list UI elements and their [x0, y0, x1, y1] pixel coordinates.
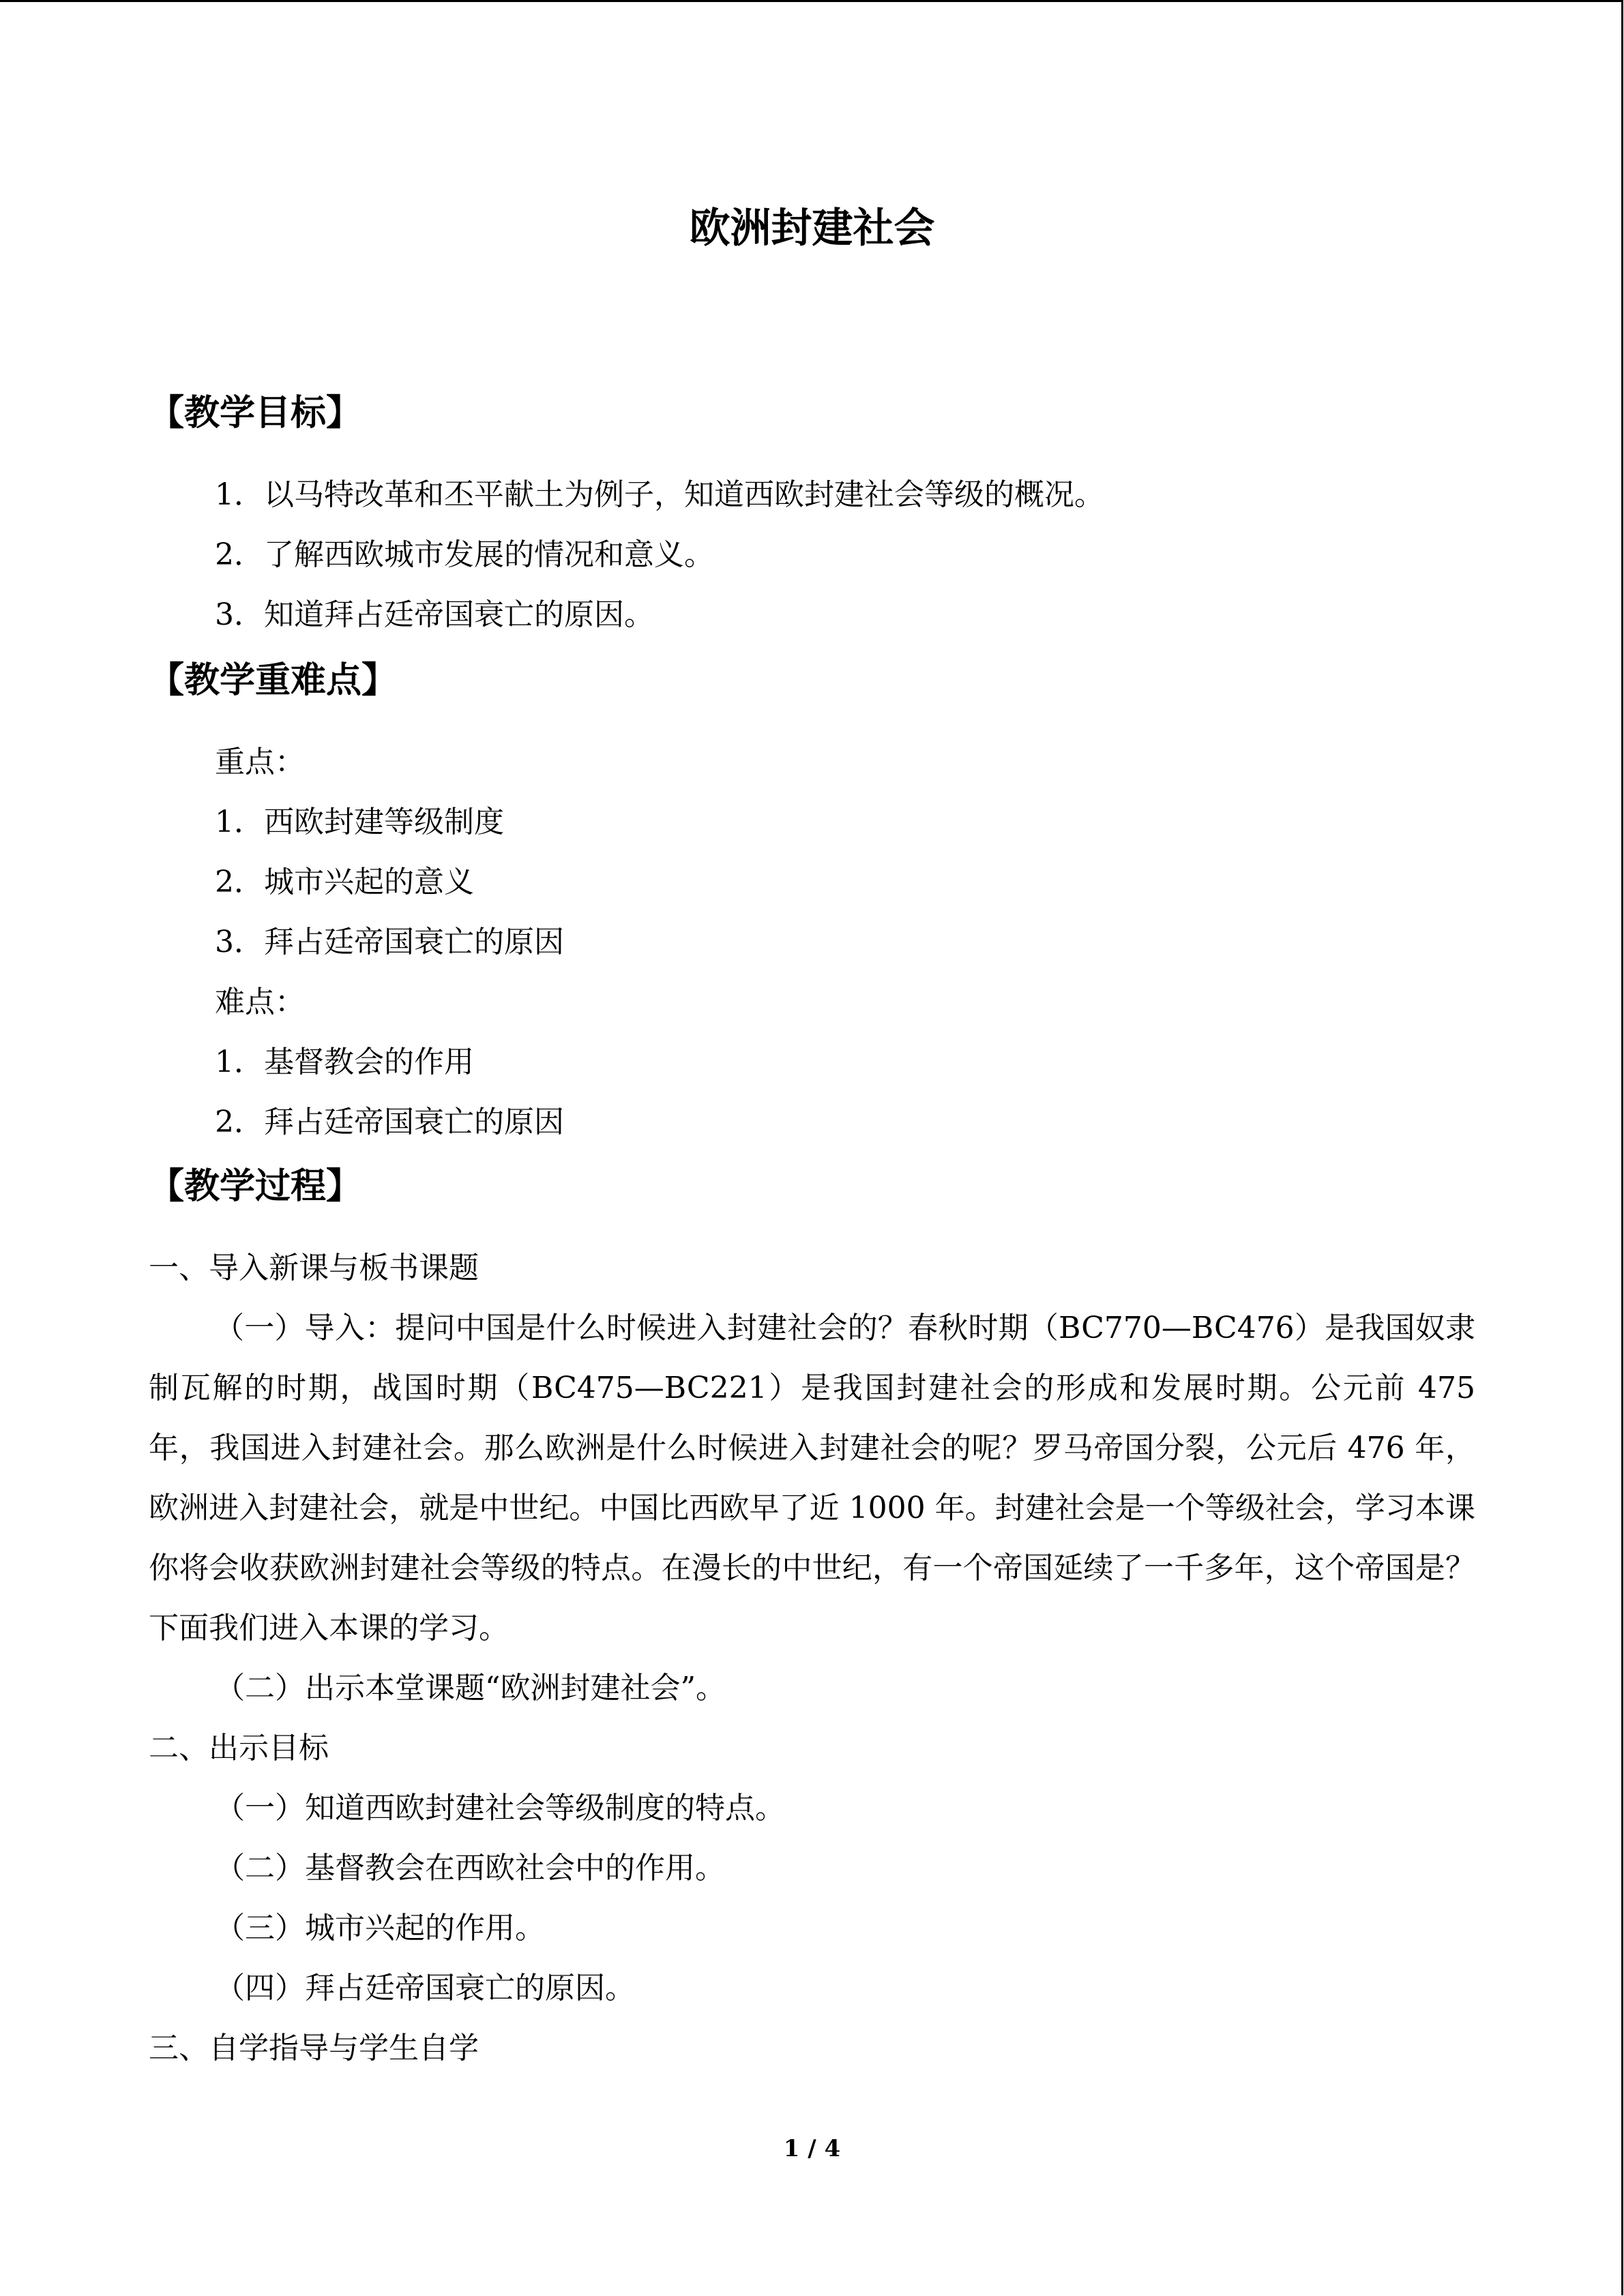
document-title: 欧洲封建社会 — [689, 205, 935, 252]
difficult-item-1: 1．基督教会的作用 — [215, 1045, 474, 1079]
process-part2-title: 二、出示目标 — [149, 1731, 329, 1765]
process-part2-item-4: （四）拜占廷帝国衰亡的原因。 — [215, 1971, 635, 2006]
page-number: 1 / 4 — [783, 2135, 841, 2162]
key-item-1: 1．西欧封建等级制度 — [215, 805, 504, 839]
process-part2-item-2: （二）基督教会在西欧社会中的作用。 — [215, 1851, 725, 1885]
process-part1-topic: （二）出示本堂课题“欧洲封建社会”。 — [215, 1671, 726, 1705]
key-points-heading: 【教学重难点】 — [149, 660, 398, 701]
process-part3-title: 三、自学指导与学生自学 — [149, 2031, 479, 2066]
key-item-2: 2．城市兴起的意义 — [215, 865, 474, 899]
process-part2-item-3: （三）城市兴起的作用。 — [215, 1911, 545, 1945]
process-part2-item-1: （一）知道西欧封建社会等级制度的特点。 — [215, 1791, 785, 1825]
key-label: 重点： — [215, 745, 305, 779]
goal-item-1: 1．以马特改革和丕平献土为例子，知道西欧封建社会等级的概况。 — [215, 477, 1104, 512]
goal-item-2: 2．了解西欧城市发展的情况和意义。 — [215, 537, 714, 572]
difficult-item-2: 2．拜占廷帝国衰亡的原因 — [215, 1105, 564, 1139]
key-item-3: 3．拜占廷帝国衰亡的原因 — [215, 925, 564, 959]
goals-heading: 【教学目标】 — [149, 393, 362, 434]
process-part1-title: 一、导入新课与板书课题 — [149, 1251, 479, 1285]
goal-item-3: 3．知道拜占廷帝国衰亡的原因。 — [215, 597, 654, 632]
process-part1-intro-paragraph: （一）导入：提问中国是什么时候进入封建社会的？春秋时期（BC770—BC476）是我国奴隶制瓦解的时期，战国时期（BC475—BC221）是我国封建社会的形成和发展时期。公元前 475 年，我国进入封建社会。那么欧洲是什么时候进入封建社会的呢？罗马帝国分裂，公元后 476 年，欧洲进入封建社会，就是中世纪。中国比西欧早了近 1000 年。封建社会是一个等级社会，学习本课你将会收获欧洲封建社会等级的特点。在漫长的中世纪，有一个帝国延续了一千多年，这个帝国是？下面我们进入本课的学习。 — [149, 1311, 1475, 1645]
difficult-label: 难点： — [215, 985, 305, 1019]
process-heading: 【教学过程】 — [149, 1166, 362, 1207]
